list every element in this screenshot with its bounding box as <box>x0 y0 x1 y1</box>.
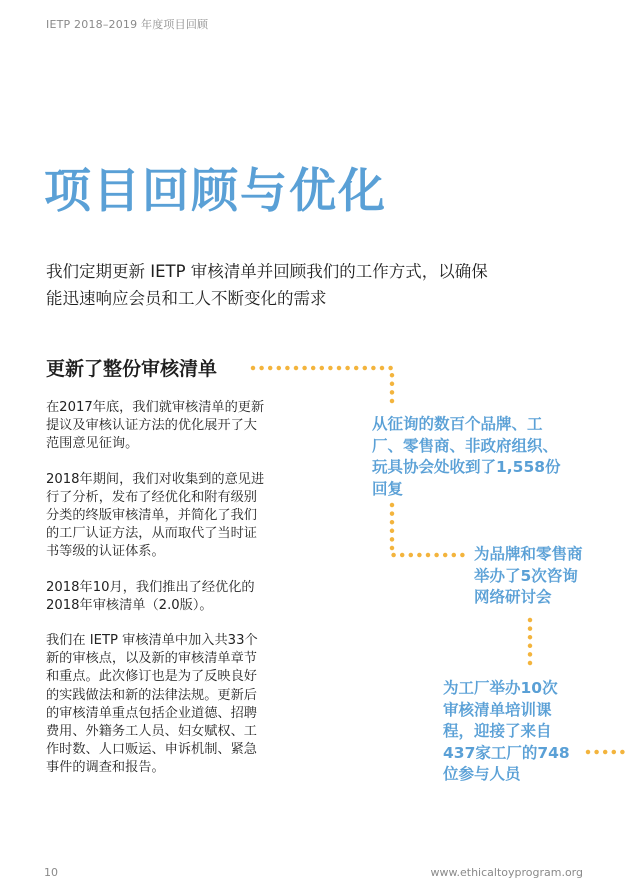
connector-heading-to-callout-1 <box>253 368 392 405</box>
body-line: 的实践做法和新的法律法规。更新后 <box>46 687 257 703</box>
callout-line: 为品牌和零售商 <box>474 545 583 563</box>
body-line: 作时数、人口贩运、申诉机制、紧急 <box>46 742 257 758</box>
body-line: 2018年10月，我们推出了经优化的 <box>46 579 255 595</box>
callout-line: 厂、零售商、非政府组织、 <box>372 436 559 455</box>
body-line: 分类的终版审核清单，并简化了我们 <box>46 508 257 524</box>
page-number: 10 <box>44 866 58 879</box>
callout-line: 审核清单培训课 <box>443 700 552 719</box>
body-line: 书等级的认证体系。 <box>46 544 165 560</box>
body-line: 2018年审核清单（2.0版）。 <box>46 597 213 613</box>
body-line: 费用、外籍务工人员、妇女赋权、工 <box>46 724 257 740</box>
connector-callout-1-to-2 <box>392 505 466 555</box>
running-header: IETP 2018–2019 年度项目回顾 <box>46 18 209 31</box>
callout-line: 程，迎接了来自 <box>443 722 552 740</box>
body-line: 和重点。此次修订也是为了反映良好 <box>46 669 257 685</box>
body-line: 提议及审核认证方法的优化展开了大 <box>46 418 257 434</box>
body-line: 新的审核点，以及新的审核清单章节 <box>46 651 257 667</box>
callout-line: 从征询的数百个品牌、工 <box>372 415 543 433</box>
website-url[interactable]: www.ethicaltoyprogram.org <box>430 866 583 879</box>
body-line: 2018年期间，我们对收集到的意见进 <box>46 471 265 487</box>
intro-line: 能迅速响应会员和工人不断变化的需求 <box>46 289 327 308</box>
callout-webinars <box>474 544 583 609</box>
body-line: 范围意见征询。 <box>46 436 139 452</box>
callout-line: 为工厂举办10次 <box>443 679 558 697</box>
callout-responses <box>372 414 561 500</box>
body-line: 事件的调查和报告。 <box>46 760 165 776</box>
page-title: 项目回顾与优化 <box>44 164 387 219</box>
callout-line: 位参与人员 <box>443 765 521 783</box>
body-line: 的审核清单重点包括企业道德、招聘 <box>46 705 257 721</box>
intro-line: 我们定期更新 IETP 审核清单并回顾我们的工作方式，以确保 <box>46 262 488 281</box>
callout-line: 437家工厂的748 <box>443 743 570 762</box>
body-line: 我们在 IETP 审核清单中加入共33个 <box>46 633 258 649</box>
callout-trainings <box>443 678 570 786</box>
body-line: 在2017年底，我们就审核清单的更新 <box>46 400 265 415</box>
body-line: 的工厂认证方法，从而取代了当时证 <box>46 526 257 542</box>
body-line: 行了分析，发布了经优化和附有级别 <box>46 489 257 505</box>
callout-line: 举办了5次咨询 <box>474 566 578 585</box>
callout-line: 网络研讨会 <box>474 588 552 606</box>
callout-line: 回复 <box>372 479 404 498</box>
section-heading: 更新了整份审核清单 <box>46 358 218 380</box>
callout-line: 玩具协会处收到了1,558份 <box>372 458 561 476</box>
